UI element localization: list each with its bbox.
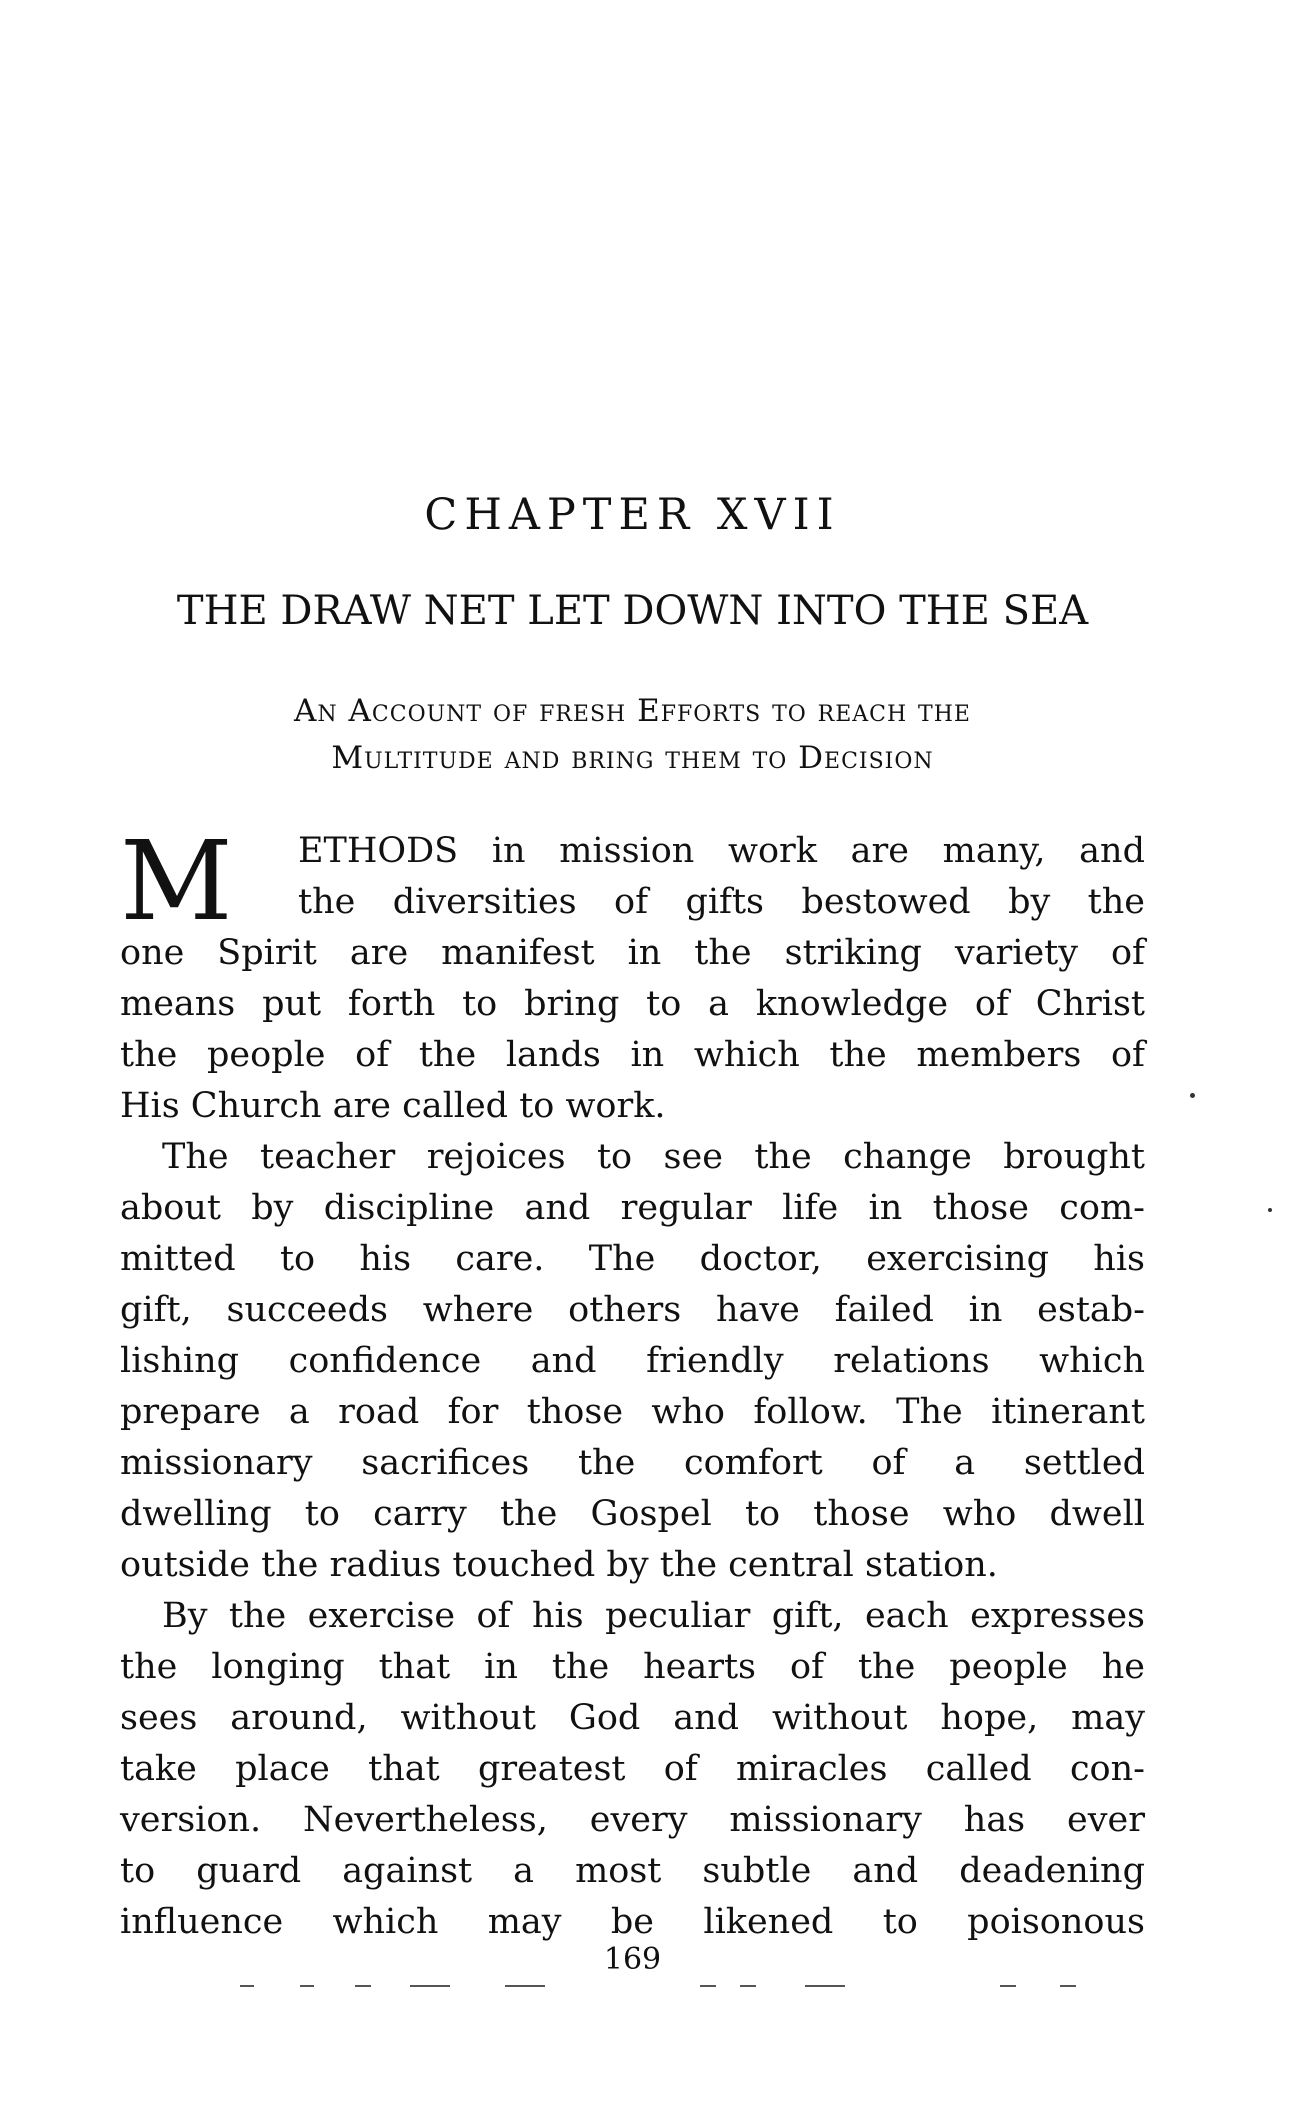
scan-artifact [1000,1985,1016,1987]
text-line: one Spirit are manifest in the striking variety of [120,933,1145,973]
scan-artifact [1268,1208,1272,1212]
text-line: to guard against a most subtle and deadening [120,1851,1145,1891]
chapter-subtitle [120,688,1145,782]
text-line: the longing that in the hearts of the people he [120,1647,1145,1687]
scan-artifact [805,1985,845,1987]
text-line: means put forth to bring to a knowledge of Christ [120,984,1145,1024]
text-line: the people of the lands in which the members of [120,1035,1145,1075]
page-number: 169 [603,1942,662,1977]
text-line: take place that greatest of miracles called con- [120,1749,1145,1789]
text-line: version. Nevertheless, every missionary has ever [120,1800,1145,1840]
scan-artifact [240,1985,254,1987]
scan-artifact [1190,1093,1195,1098]
subtitle-line: Multitude and bring them to Decision [331,740,934,776]
text-line: dwelling to carry the Gospel to those who dwell [120,1494,1145,1534]
chapter-title: THE DRAW NET LET DOWN INTO THE SEA [176,588,1089,634]
text-line: influence which may be likened to poisonous [120,1902,1145,1942]
body-text [120,817,1145,1948]
text-line: The teacher rejoices to see the change brought [162,1137,1145,1177]
scan-artifact [740,1985,756,1987]
text-line: gift, succeeds where others have failed in estab- [120,1290,1145,1330]
drop-cap: M [120,817,233,945]
text-line: the diversities of gifts bestowed by the [298,882,1145,922]
text-line: lishing confidence and friendly relations which [120,1341,1145,1381]
scan-artifact [300,1985,314,1987]
scan-artifact [355,1985,371,1987]
text-line: mitted to his care. The doctor, exercising his [120,1239,1145,1279]
text-line: outside the radius touched by the central station. [120,1545,998,1585]
subtitle-line: An Account of fresh Efforts to reach the [294,693,971,729]
text-line: ETHODS in mission work are many, and [298,831,1145,871]
book-page [120,0,1145,2118]
text-line: By the exercise of his peculiar gift, each expresses [162,1596,1145,1636]
text-line: missionary sacrifices the comfort of a settled [120,1443,1145,1483]
text-line: His Church are called to work. [120,1086,666,1126]
scan-artifact [700,1985,716,1987]
text-line: prepare a road for those who follow. The itinerant [120,1392,1145,1432]
text-line: about by discipline and regular life in those com- [120,1188,1145,1228]
scan-artifact [1060,1985,1076,1987]
chapter-number: CHAPTER XVII [424,490,841,540]
scan-artifact [410,1985,450,1987]
text-line: sees around, without God and without hope, may [120,1698,1145,1738]
scan-artifact [505,1985,545,1987]
